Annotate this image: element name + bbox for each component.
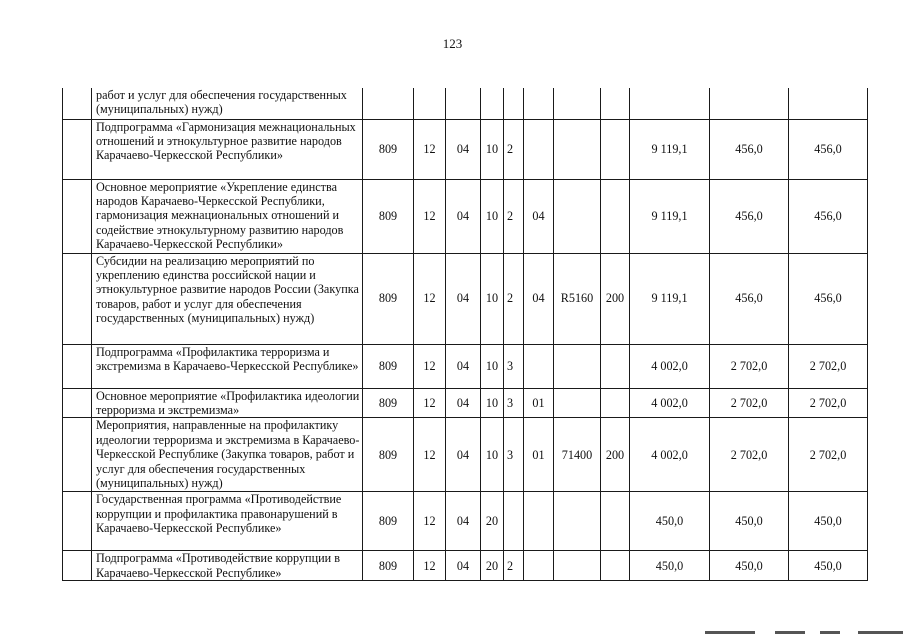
activity-code-cell: 04 <box>524 179 554 253</box>
program-code-cell: 10 <box>481 418 504 492</box>
amount-year3-cell: 2 702,0 <box>789 344 868 388</box>
amount-year2-cell: 450,0 <box>710 551 789 581</box>
row-index-cell <box>63 119 92 179</box>
activity-code-cell <box>524 344 554 388</box>
item-name-cell: Подпрограмма «Гармонизация межнациональных отношений и этнокультурное развитие народов Карачаево-Черкесской Республики» <box>92 119 363 179</box>
scan-edge-mark <box>820 631 840 634</box>
amount-year1-cell: 9 119,1 <box>630 119 710 179</box>
subprogram-code-cell: 3 <box>504 344 524 388</box>
section-code-cell: 12 <box>414 388 446 418</box>
item-name-cell: Субсидии на реализацию мероприятий по укреплению единства российской нации и этнокультурное развитие народов России (Закупка товаров, работ и услуг для обеспечения государственных (муниципальных) нужд) <box>92 253 363 344</box>
row-index-cell <box>63 253 92 344</box>
program-code-cell: 20 <box>481 492 504 551</box>
program-code-cell: 10 <box>481 253 504 344</box>
row-index-cell <box>63 418 92 492</box>
section-code-cell: 12 <box>414 344 446 388</box>
subsection-code-cell: 04 <box>446 551 481 581</box>
subprogram-code-cell: 2 <box>504 119 524 179</box>
amount-year2-cell: 450,0 <box>710 492 789 551</box>
department-code-cell: 809 <box>363 388 414 418</box>
amount-year2-cell: 2 702,0 <box>710 388 789 418</box>
row-index-cell <box>63 179 92 253</box>
subsection-code-cell <box>446 88 481 119</box>
department-code-cell: 809 <box>363 492 414 551</box>
table-row <box>63 179 868 253</box>
department-code-cell: 809 <box>363 119 414 179</box>
amount-year3-cell: 2 702,0 <box>789 418 868 492</box>
activity-code-cell <box>524 492 554 551</box>
subsection-code-cell: 04 <box>446 344 481 388</box>
amount-year3-cell: 456,0 <box>789 253 868 344</box>
direction-code-cell <box>554 88 601 119</box>
subprogram-code-cell <box>504 492 524 551</box>
direction-code-cell <box>554 551 601 581</box>
scan-edge-mark <box>775 631 805 634</box>
section-code-cell: 12 <box>414 179 446 253</box>
direction-code-cell <box>554 388 601 418</box>
subsection-code-cell: 04 <box>446 388 481 418</box>
program-code-cell: 10 <box>481 119 504 179</box>
row-index-cell <box>63 88 92 119</box>
subprogram-code-cell <box>504 88 524 119</box>
table-row <box>63 551 868 581</box>
item-name-cell: Подпрограмма «Противодействие коррупции в Карачаево-Черкесской Республике» <box>92 551 363 581</box>
section-code-cell: 12 <box>414 119 446 179</box>
section-code-cell: 12 <box>414 418 446 492</box>
direction-code-cell: 71400 <box>554 418 601 492</box>
department-code-cell <box>363 88 414 119</box>
table-row <box>63 388 868 418</box>
expense-type-cell <box>601 388 630 418</box>
row-index-cell <box>63 344 92 388</box>
item-name-cell: Основное мероприятие «Укрепление единства народов Карачаево-Черкесской Республики, гармонизация межнациональных отношений и содействие этнокультурному развитию народов Карачаево-Черкесской Республики» <box>92 179 363 253</box>
item-name-cell: работ и услуг для обеспечения государственных (муниципальных) нужд) <box>92 88 363 119</box>
subprogram-code-cell: 2 <box>504 179 524 253</box>
amount-year1-cell: 450,0 <box>630 492 710 551</box>
amount-year2-cell <box>710 88 789 119</box>
program-code-cell: 10 <box>481 344 504 388</box>
amount-year3-cell: 450,0 <box>789 492 868 551</box>
amount-year1-cell <box>630 88 710 119</box>
amount-year3-cell: 456,0 <box>789 179 868 253</box>
section-code-cell <box>414 88 446 119</box>
section-code-cell: 12 <box>414 253 446 344</box>
expense-type-cell <box>601 492 630 551</box>
budget-table <box>62 88 868 581</box>
amount-year2-cell: 2 702,0 <box>710 418 789 492</box>
subprogram-code-cell: 2 <box>504 551 524 581</box>
page-number: 123 <box>442 36 463 51</box>
amount-year3-cell <box>789 88 868 119</box>
section-code-cell: 12 <box>414 551 446 581</box>
table-row <box>63 418 868 492</box>
item-name-cell: Подпрограмма «Профилактика терроризма и экстремизма в Карачаево-Черкесской Республике» <box>92 344 363 388</box>
table-row <box>63 344 868 388</box>
program-code-cell <box>481 88 504 119</box>
activity-code-cell <box>524 551 554 581</box>
expense-type-cell <box>601 179 630 253</box>
expense-type-cell <box>601 344 630 388</box>
table-row <box>63 88 868 119</box>
department-code-cell: 809 <box>363 253 414 344</box>
expense-type-cell: 200 <box>601 418 630 492</box>
direction-code-cell: R5160 <box>554 253 601 344</box>
table-row <box>63 253 868 344</box>
subsection-code-cell: 04 <box>446 492 481 551</box>
amount-year2-cell: 456,0 <box>710 119 789 179</box>
item-name-cell: Основное мероприятие «Профилактика идеологии терроризма и экстремизма» <box>92 388 363 418</box>
amount-year1-cell: 450,0 <box>630 551 710 581</box>
expense-type-cell: 200 <box>601 253 630 344</box>
subprogram-code-cell: 2 <box>504 253 524 344</box>
budget-table-body <box>63 88 868 581</box>
item-name-cell: Государственная программа «Противодействие коррупции и профилактика правонарушений в Карачаево-Черкесской Республике» <box>92 492 363 551</box>
amount-year2-cell: 456,0 <box>710 179 789 253</box>
direction-code-cell <box>554 344 601 388</box>
program-code-cell: 20 <box>481 551 504 581</box>
activity-code-cell: 01 <box>524 418 554 492</box>
section-code-cell: 12 <box>414 492 446 551</box>
subprogram-code-cell: 3 <box>504 388 524 418</box>
scan-edge-mark <box>705 631 755 634</box>
amount-year2-cell: 456,0 <box>710 253 789 344</box>
amount-year1-cell: 4 002,0 <box>630 388 710 418</box>
expense-type-cell <box>601 551 630 581</box>
row-index-cell <box>63 388 92 418</box>
subsection-code-cell: 04 <box>446 179 481 253</box>
department-code-cell: 809 <box>363 418 414 492</box>
amount-year1-cell: 4 002,0 <box>630 418 710 492</box>
subsection-code-cell: 04 <box>446 253 481 344</box>
amount-year3-cell: 450,0 <box>789 551 868 581</box>
activity-code-cell: 04 <box>524 253 554 344</box>
direction-code-cell <box>554 492 601 551</box>
activity-code-cell <box>524 119 554 179</box>
direction-code-cell <box>554 179 601 253</box>
table-row <box>63 119 868 179</box>
direction-code-cell <box>554 119 601 179</box>
amount-year2-cell: 2 702,0 <box>710 344 789 388</box>
expense-type-cell <box>601 119 630 179</box>
amount-year1-cell: 9 119,1 <box>630 253 710 344</box>
subsection-code-cell: 04 <box>446 119 481 179</box>
table-row <box>63 492 868 551</box>
department-code-cell: 809 <box>363 179 414 253</box>
subprogram-code-cell: 3 <box>504 418 524 492</box>
amount-year1-cell: 4 002,0 <box>630 344 710 388</box>
amount-year3-cell: 456,0 <box>789 119 868 179</box>
subsection-code-cell: 04 <box>446 418 481 492</box>
department-code-cell: 809 <box>363 551 414 581</box>
amount-year1-cell: 9 119,1 <box>630 179 710 253</box>
expense-type-cell <box>601 88 630 119</box>
item-name-cell: Мероприятия, направленные на профилактику идеологии терроризма и экстремизма в Карачаево-Черкесской Республике (Закупка товаров, работ и услуг для обеспечения государственных (муниципальных) нужд) <box>92 418 363 492</box>
activity-code-cell <box>524 88 554 119</box>
program-code-cell: 10 <box>481 179 504 253</box>
row-index-cell <box>63 551 92 581</box>
amount-year3-cell: 2 702,0 <box>789 388 868 418</box>
scan-edge-mark <box>858 631 903 634</box>
department-code-cell: 809 <box>363 344 414 388</box>
program-code-cell: 10 <box>481 388 504 418</box>
activity-code-cell: 01 <box>524 388 554 418</box>
row-index-cell <box>63 492 92 551</box>
